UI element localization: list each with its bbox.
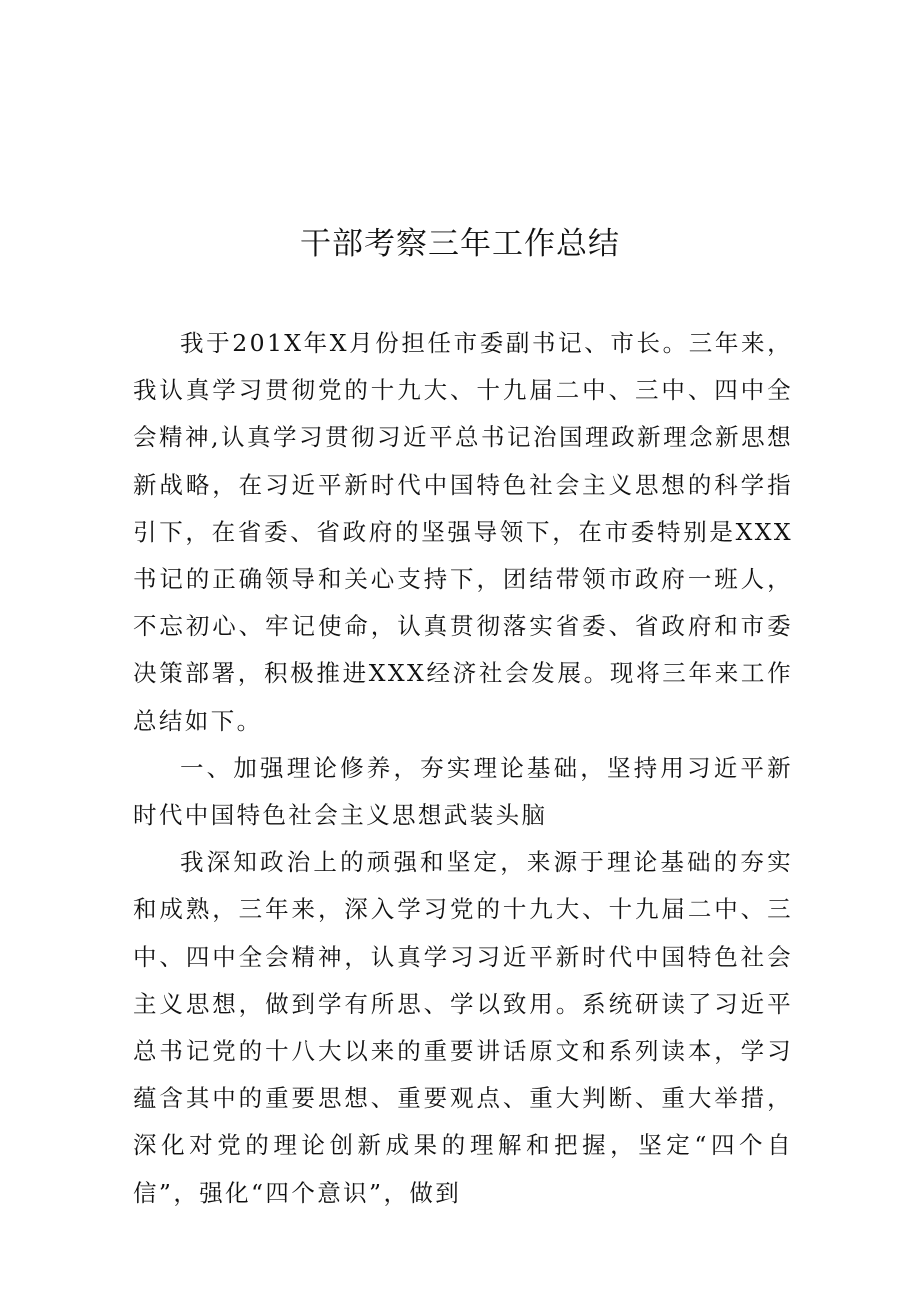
paragraph-intro: 我于201X年X月份担任市委副书记、市长。三年来，我认真学习贯彻党的十九大、十九届二中、三中、四中全会精神,认真学习贯彻习近平总书记治国理政新理念新思想新战略，在习近平新时代中国特色社会主义思想的科学指引下，在省委、省政府的坚强导领下，在市委特别是XXX书记的正确领导和关心支持下，团结带领市政府一班人，不忘初心、牢记使命，认真贯彻落实省委、省政府和市委决策部署，积极推进XXX经济社会发展。现将三年来工作总结如下。 (133, 329, 793, 735)
section-heading-1: 一、加强理论修养，夯实理论基础，坚持用习近平新时代中国特色社会主义思想武装头脑 (133, 753, 793, 830)
document-title: 干部考察三年工作总结 (300, 226, 620, 262)
paragraph-section-1: 我深知政治上的顽强和坚定，来源于理论基础的夯实和成熟，三年来，深入学习党的十九大、十九届二中、三中、四中全会精神，认真学习习近平新时代中国特色社会主义思想，做到学有所思、学以致用。系统研读了习近平总书记党的十八大以来的重要讲话原文和系列读本，学习蕴含其中的重要思想、重要观点、重大判断、重大举措，深化对党的理论创新成果的理解和把握，坚定“四个自信”，强化“四个意识”，做到 (133, 848, 793, 1207)
document-body (133, 320, 793, 1217)
